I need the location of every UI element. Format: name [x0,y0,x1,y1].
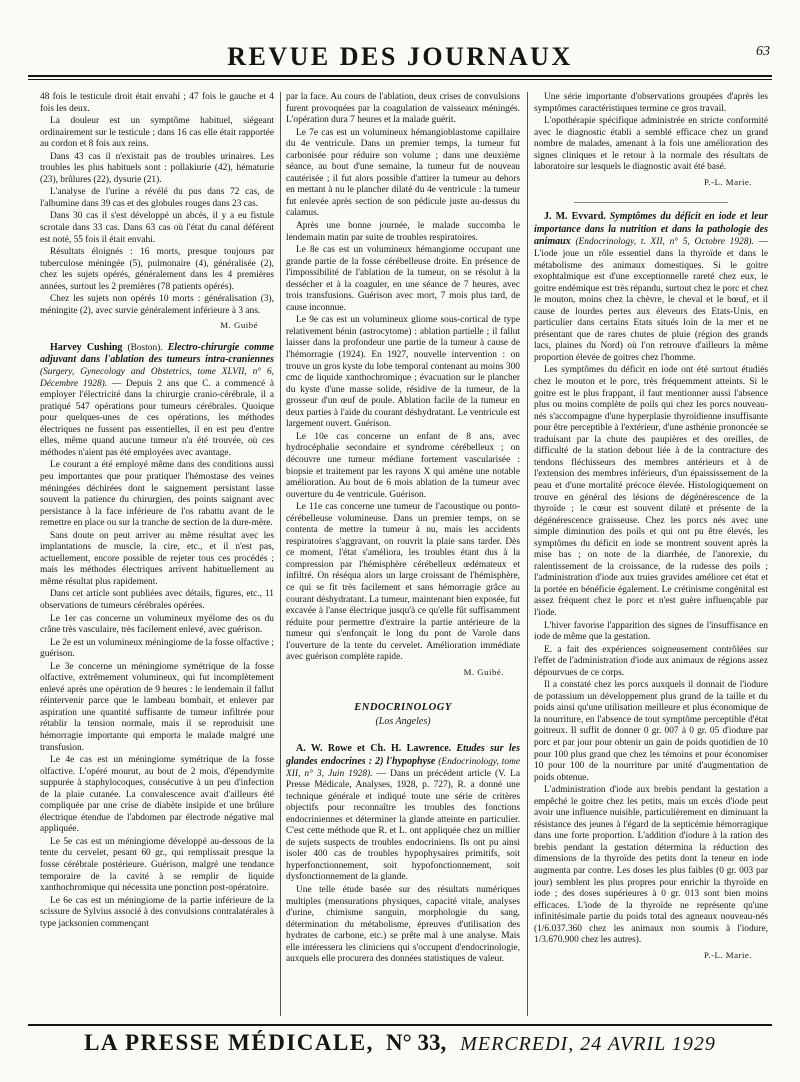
paragraph: Le 7e cas est un volumineux hémangioblastome capillaire du 4e ventricule. Dans un premier temps, la tumeur fut carbonisée pour réduire son volume ; dans une deuxième séance, au bout d'une semaine, la tumeur fut de nouveau cautérisée ; il fut alors possible d'attirer la tumeur au dehors en mettant à nu le plancher dilaté du 4e ventricule : la tumeur fut enlevée après section de son pédicule juste au-dessus du calamus. [286,127,520,219]
article-author: Harvey Cushing [50,341,123,353]
article-title: Etudes sur les glandes endocrines : 2) l'hypophyse [286,743,520,767]
paragraph: Une série importante d'observations groupées d'après les symptômes caractéristiques termine ce gros travail. [534,92,768,114]
paragraph: Sans doute on peut arriver au même résultat avec les implantations de muscle, la cire, etc., et il n'est pas, actuellement, encore possible de rejeter tous ces procédés ; mais les méthodes électriques arrivent habituellement au même résultat plus rapidement. [40,530,274,587]
author-signature: P.-L. Marie. [703,176,752,187]
footer-line [28,1030,772,1056]
article-reference: (Surgery, Gynecology and Obstetrics, tome XLVII, n° 6, Décembre 1928). [40,367,274,389]
paragraph: L'opothérapie spécifique administrée en stricte conformité avec le diagnostic établi a semblé efficace chez un grand nombre de malades, amenant à la fois une amélioration des signes cliniques et le retour à la normale des résultats de laboratoire sur lesquels le diagnostic avait été basé. [534,116,768,173]
paragraph: Le 2e est un volumineux méningiome de la fosse olfactive ; guérison. [40,637,274,660]
article-reference: (Endocrinology, tome XII, n° 3, Juin 1928). [286,756,520,779]
paragraph: Le 9e cas est un volumineux gliome sous-cortical de type relativement bénin (astrocytome) : ablation partielle ; il fallut laisser dans la profondeur une partie de la tumeur à cause de l'hémorragie (1924). En 1927, nouvelle intervention : on trouve un gros kyste du lobe temporal contenant au moins 300 cmc de liquide xanthochromique ; évacuation sur le plancher du kyste d'une masse solide, résidive de la tumeur, de la grosseur d'un œuf de poule. Ablation facile de la tumeur en deux parties à l'aide du courant déshydratant. Le ventricule est largement ouvert. Guérison. [286,315,520,430]
paragraph: 48 fois le testicule droit était envahi ; 47 fois le gauche et 4 fois les deux. [40,92,274,114]
paragraph: Dans 30 cas il s'est développé un abcès, il y a eu fistule scrotale dans 33 cas. Dans 63 cas où l'état du canal déférent est noté, 55 fois il était envahi. [40,211,274,245]
column-middle [286,92,520,1016]
author-signature: M. Guibé [220,320,258,331]
paragraph: Les symptômes du déficit en iode ont été surtout étudiés chez le mouton et le porc, très fréquemment atteints. Si le goitre est le plus frappant, il faut mentionner aussi l'absence plus ou moins complète de poils qui chez les porcs nouveau-nés s'accompagne d'une hyperplasie thyroïdienne insuffisante pour être perceptible à l'extérieur, d'une asthénie prononcée se traduisant par la chute des paupières et des oreilles, de difficulté de la station debout liée à de la contracture des tendons fléchisseurs des membres antérieurs et à de l'extension des membres inférieurs, d'un épaississement de la peau et d'une mortalité précoce élevée. Histologiquement on trouve en général des lésions de dégénérescence de la thyroïde ; le cœur est souvent dilaté et présente de la dégénérescence graisseuse. Chez les porcs nés avec une simple diminution des poils et qui ont pu être élevés, les symptômes du déficit en iode se montrent souvent après la mise bas ; on note de la diarrhée, de l'anorexie, du ralentissement de la croissance, de la rudesse des poils ; l'administration d'iode aux truies gravides améliore cet état et la portée en bénéficie également. Le crétinisme congénital est assez fréquent chez le porc et n'est guère influençable par l'iode. [534,365,768,618]
paragraph: Le courant a été employé même dans des conditions aussi peu importantes que pour pratiquer l'hémostase des veines méningées déchirées dont le saignement persistant lasse souvent la patience du chirurgien, des points saignant avec persistance à la face inférieure de l'os rabattu avant de le remettre en place ou sur la tranche de section de la dure-mère. [40,460,274,529]
paragraph: Résultats éloignés : 16 morts, presque toujours par tuberculose méningée (5), pulmonaire (4), généralisée (2), chez les sujets opérés, généralement dans les 4 premières années, surtout les 2 premières (78 patients opérés). [40,247,274,292]
paragraph: E. a fait des expériences soigneusement contrôlées sur l'effet de l'administration d'iode aux animaux de régions assez dépourvues de ce corps. [534,644,768,678]
section-subtitle: (Los Angeles) [375,715,431,727]
paragraph: La douleur est un symptôme habituel, siégeant ordinairement sur le testicule ; dans 16 cas elle était rapportée au cordon et 8 fois aux reins. [40,116,274,150]
issue-number: N° 33, [385,1030,447,1055]
paragraph: Il a constaté chez les porcs auxquels il donnait de l'iodure de potassium un développement plus grand de la taille et du poids ainsi qu'une utilisation meilleure et plus économique de la nourriture, en l'absence de tout symptôme perceptible d'état goitreux. Il suffit de donner 0 gr. 007 à 0 gr. 05 d'iodure par porc et par jour pour obtenir un gain de poids quotidien de 10 pour 100 plus grand que chez les témoins et pour économiser 10 pour 100 de la nourriture par unité d'augmentation de poids obtenue. [534,680,768,783]
article-author: J. M. Evvard. [544,211,606,223]
paragraph: Le 10e cas concerne un enfant de 8 ans, avec hydrocéphalie secondaire et syndrome cérébelleux ; on découvre une tumeur médiane fortement vascularisée : biopsie et traitement par les rayons X qui amène une notable amélioration. Au bout de 6 mois ablation de la tumeur avec ouverture du 4e ventricule. Guérison. [286,431,520,500]
journal-name: LA PRESSE MÉDICALE, [84,1030,374,1055]
footer-rule [28,1024,772,1026]
page-header [28,28,772,76]
paragraph: Le 3e concerne un méningiome symétrique de la fosse olfactive, extrêmement volumineux, qui fut incomplètement enlevé après une opération de 9 heures : le lendemain il fallut réintervenir parce que le lambeau bombait, et enlever par aspiration une quantité suffisante de tumeur infiltrée pour rétablir la tension normale, mais il se reproduisit une hémorragie importante qui emporta le malade malgré une transfusion. [40,661,274,753]
paragraph: Dans cet article sont publiées avec détails, figures, etc., 11 observations de tumeurs cérébrales opérées. [40,589,274,611]
page-footer [28,1024,772,1064]
journal-section-title: REVUE DES JOURNAUX [227,42,573,71]
paragraph: Le 4e cas est un méningiome symétrique de la fosse olfactive. L'opéré mourut, au bout de 2 mois, d'épendymite suppurée à staphylocoques, consécutive à un peu d'infection de la plaie cutanée. La convalescence avait d'ailleurs été compliquée par une crise de diabète insipide et une brûlure électrique étendue de l'abdomen par électrode négative mal appliquée. [40,755,274,835]
article-heading [40,342,274,459]
article-body: — Dans un précédent article (V. La Presse Médicale, Analyses, 1928, p. 727), R. a donné une technique générale et indiqué toute une série de critères objectifs pour reconnaître les troubles des fonctions endocriniennes et déterminer la glande atteinte en particulier. C'est cette méthode que R. et L. ont appliquée chez un millier de sujets suspects de troubles endocriniens. Ils ont pu ainsi isoler 400 cas de troubles hypophysaires primitifs, soit hyperfonctionnement, soit hypofonctionnement, soit dysfonctionnement de la glande. [286,768,520,883]
article-city: (Boston). [127,342,163,353]
paragraph: par la face. Au cours de l'ablation, deux crises de convulsions furent provoquées par la coagulation de vaisseaux méningés. L'opération dura 7 heures et la malade guérit. [286,92,520,126]
author-signature: M. Guibé. [463,666,504,677]
column-divider [527,92,528,1016]
article-heading [286,743,520,884]
article-body: — L'iode joue un rôle essentiel dans la thyroïde et dans le métabolisme des animaux domestiques. Si le goitre exophtalmique est d'une exceptionnelle rareté chez eux, le goitre endémique est très répandu, surtout chez le porc et chez le mouton, moins chez la chèvre, le cheval et le bœuf, et il cause de lourdes pertes aux éleveurs des Etats-Unis, en particulier dans certains Etats situés loin de la mer et ne présentant que de rares chutes de pluie (région des grands lacs, plaines du Nord) où l'on retrouve d'ailleurs la même proportion élevée de goitres chez l'homme. [534,237,768,363]
paragraph: L'hiver favorise l'apparition des signes de l'insuffisance en iode de même que la gestation. [534,620,768,643]
section-title: ENDOCRINOLOGY [354,702,452,714]
article-reference: (Endocrinology, t. XII, n° 5, Octobre 1928). [575,237,754,248]
column-divider [280,92,281,1016]
page-number: 63 [756,44,770,59]
article-body: — Depuis 2 ans que C. a commencé à employer l'électricité dans la chirurgie cranio-cérébrale, il a pratiqué 547 opérations pour tumeurs cérébrales. Quoique pour quelques-unes de ces opérations, les méthodes électriques ne fussent pas essentielles, il en est peu d'entre elles, même quand aucune tumeur n'a été trouvée, où ces méthodes n'aient pas été employées avec avantage. [40,378,274,458]
paragraph: Chez les sujets non opérés 10 morts : généralisation (3), méningite (2), avec survie généralement inférieure à 3 ans. [40,294,274,316]
article-author: A. W. Rowe et Ch. H. Lawrence. [296,743,452,755]
header-rule [28,75,772,77]
issue-date: MERCREDI, 24 AVRIL 1929 [460,1033,716,1055]
column-right [534,92,768,1016]
paragraph: L'administration d'iode aux brebis pendant la gestation a empêché le goitre chez les petits, mais un excès d'iode peut avoir une influence nuisible, particulièrement en diminuant la résistance des jeunes à l'égard de la septicémie hémorragique dans une forte proportion. L'addition d'iodure à la ration des brebis pendant la gestation détermina la réduction des dimensions de la thyroïde des petits dont la teneur en iode augmenta par contre. Les doses les plus faibles (0 gr. 003 par jour) semblent les plus propres pour enrichir la thyroïde en iode ; des doses supérieures à 0 gr. 013 sont bien moins efficaces. L'iode de la thyroïde ne représente qu'une infinitésimale partie du poids total des agneaux nouveau-nés (1/6.037.360 chez les animaux non soumis à l'iodure, 1/3.670.900 chez les autres). [534,785,768,946]
paragraph: Le 8e cas est un volumineux hémangiome occupant une grande partie de la fosse cérébelleuse droite. En présence de l'impossibilité de l'ablation de la tumeur, on se résolut à la dessécher et à la coaguler, en une séance de 7 heures, avec trois transfusions. Guérison avec mort, 7 mois plus tard, de cause inconnue. [286,245,520,313]
article-separator [574,202,728,203]
paragraph: Dans 43 cas il n'existait pas de troubles urinaires. Les troubles les plus habituels sont : pollakiurie (42), hématurie (23), brûlures (22), dysurie (21). [40,151,274,185]
paragraph: Le 11e cas concerne une tumeur de l'acoustique ou ponto-cérébelleuse volumineuse. Dans un premier temps, on se contenta de mettre la tumeur à nu, mais les accidents respiratoires s'aggravant, on rouvrit la plaie sans tarder. Dès ce moment, l'état s'améliora, les troubles étant dus à la compression par l'hémisphère cérébelleux œdémateux et infiltré. On réséqua alors un large croissant de l'hémisphère, ce qui se fit très facilement et sans hémorragie grâce au courant déshydratant. La tumeur, maintenant bien exposée, fut excavée à l'anse électrique jusqu'à ce qu'elle fût suffisamment réduite pour permettre d'extraire la partie antérieure de la tumeur qui s'enfonçait le long du pont de Varole dans l'ouverture de la tente du cervelet. Amélioration immédiate avec guérison complète rapide. [286,502,520,663]
paragraph: Le 5e cas est un méningiome développé au-dessous de la tente du cervelet, pesant 60 gr., qui remplissait presque la fosse cérébrale postérieure. Guérison, malgré une tendance temporaire de la cavité à se remplir de liquide xanthochromique qui nécessita une ponction post-opératoire. [40,836,274,894]
article-title: Electro-chirurgie comme adjuvant dans l'ablation des tumeurs intra-craniennes [40,341,274,366]
paragraph: Le 6e cas est un méningiome de la partie inférieure de la scissure de Sylvius associé à des convulsions contralatérales à type jacksonien commençant [40,895,274,929]
paragraph: Le 1er cas concerne un volumineux myélome des os du crâne très vasculaire, très facilement enlevé, avec guérison. [40,613,274,636]
article-heading [534,211,768,364]
article-title: Symptômes du déficit en iode et leur importance dans la nutrition et dans la pathologie des animaux [534,211,768,248]
paragraph: Une telle étude basée sur des résultats numériques multiples (mensurations physiques, capacité vitale, analyses d'urine, chimisme sanguin, morphologie du sang, détermination du métabolisme, épreuves d'utilisation des hydrates de carbone, etc.) se prête mal à une analyse. Mais elle intéressera les cliniciens qui s'occupent d'endocrinologie, auxquels elle procurera des données statistiques de valeur. [286,885,520,965]
paragraph: Après une bonne journée, le malade succomba le lendemain matin par suite de troubles respiratoires. [286,221,520,243]
author-signature: P.-L. Marie. [703,949,752,960]
column-left [40,92,274,1016]
paragraph: L'analyse de l'urine a révélé du pus dans 72 cas, de l'albumine dans 39 cas et des globules rouges dans 23 cas. [40,187,274,209]
header-rule-thin [28,79,772,80]
